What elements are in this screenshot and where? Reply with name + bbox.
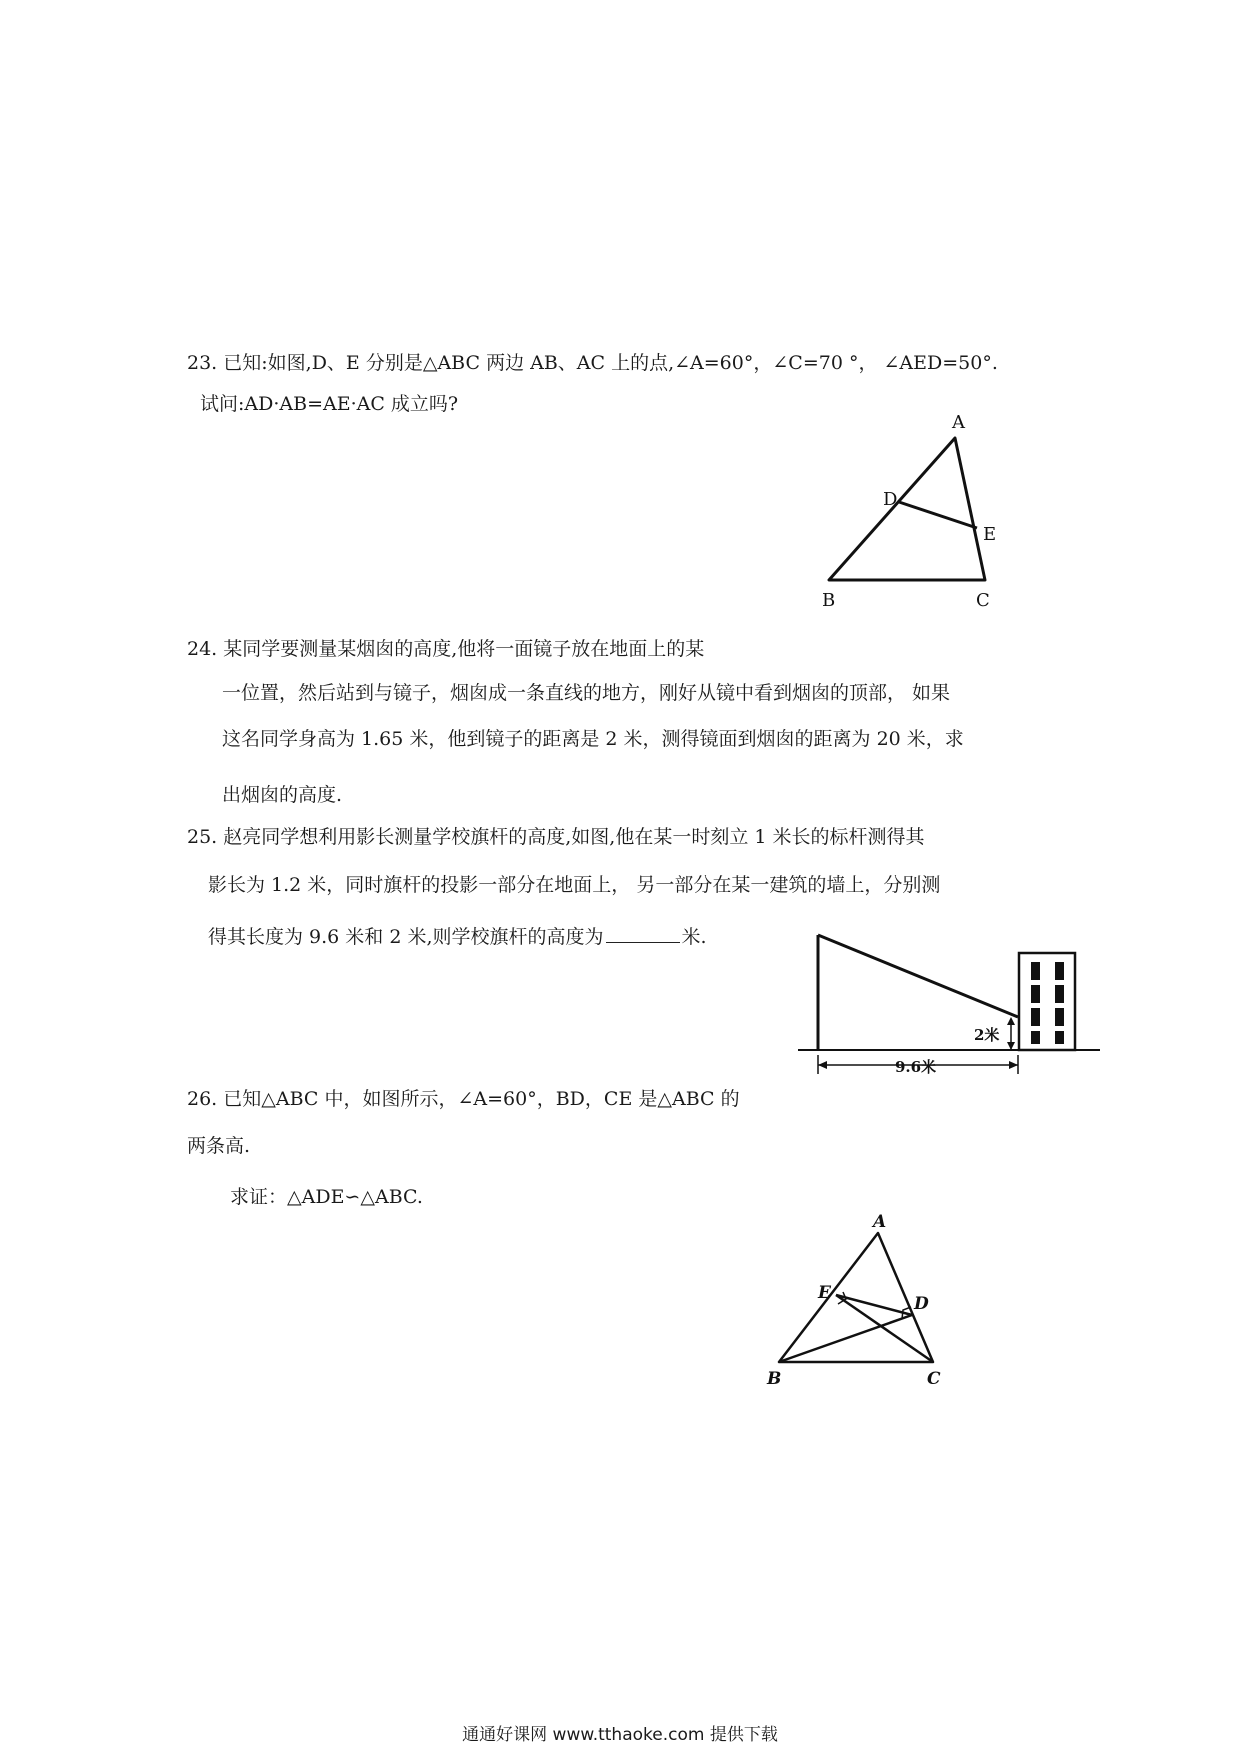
wall-height-label: 2米 (974, 1026, 1000, 1044)
page-footer: 通通好课网 www.tthaoke.com 提供下载 (462, 1725, 778, 1745)
q23-line-2: 试问:AD·AB=AE·AC 成立吗? (200, 393, 459, 415)
q23-label-a: A (952, 412, 965, 433)
answer-blank (606, 941, 680, 943)
q23-label-e: E (983, 524, 997, 545)
q26-line-1: 26. 已知△ABC 中，如图所示，∠A=60°，BD，CE 是△ABC 的 (187, 1088, 740, 1110)
q26-line-2: 两条高. (187, 1135, 251, 1157)
q24-line-2: 一位置，然后站到与镜子，烟囱成一条直线的地方，刚好从镜中看到烟囱的顶部， 如果 (222, 682, 951, 704)
q23-line-1: 23. 已知:如图,D、E 分别是△ABC 两边 AB、AC 上的点,∠A=60°，∠C=70 °， ∠AED=50°. (187, 352, 998, 374)
q26-label-e: E (818, 1283, 831, 1303)
q26-label-a: A (873, 1212, 887, 1232)
q25-line-2: 影长为 1.2 米，同时旗杆的投影一部分在地面上， 另一部分在某一建筑的墙上，分别测 (208, 874, 941, 896)
q25-line-3-text: 得其长度为 9.6 米和 2 米,则学校旗杆的高度为 (208, 926, 604, 948)
q23-label-d: D (883, 489, 898, 510)
q26-line-3: 求证：△ADE∽△ABC. (230, 1186, 423, 1208)
q24-line-4: 出烟囱的高度. (222, 784, 343, 806)
q26-label-b: B (767, 1369, 782, 1389)
q25-line-1: 25. 赵亮同学想利用影长测量学校旗杆的高度,如图,他在某一时刻立 1 米长的标杆测得其 (187, 826, 925, 848)
q23-label-c: C (976, 590, 990, 611)
q25-line-3 (208, 928, 707, 947)
q23-label-b: B (822, 590, 836, 611)
q24-line-1: 24. 某同学要测量某烟囱的高度,他将一面镜子放在地面上的某 (187, 638, 705, 660)
q26-label-c: C (927, 1369, 941, 1389)
q25-line-3-unit: 米. (681, 926, 707, 948)
q26-label-d: D (914, 1294, 929, 1314)
q24-line-3: 这名同学身高为 1.65 米，他到镜子的距离是 2 米，测得镜面到烟囱的距离为 20 米，求 (222, 728, 964, 750)
ground-length-label: 9.6米 (895, 1058, 937, 1076)
